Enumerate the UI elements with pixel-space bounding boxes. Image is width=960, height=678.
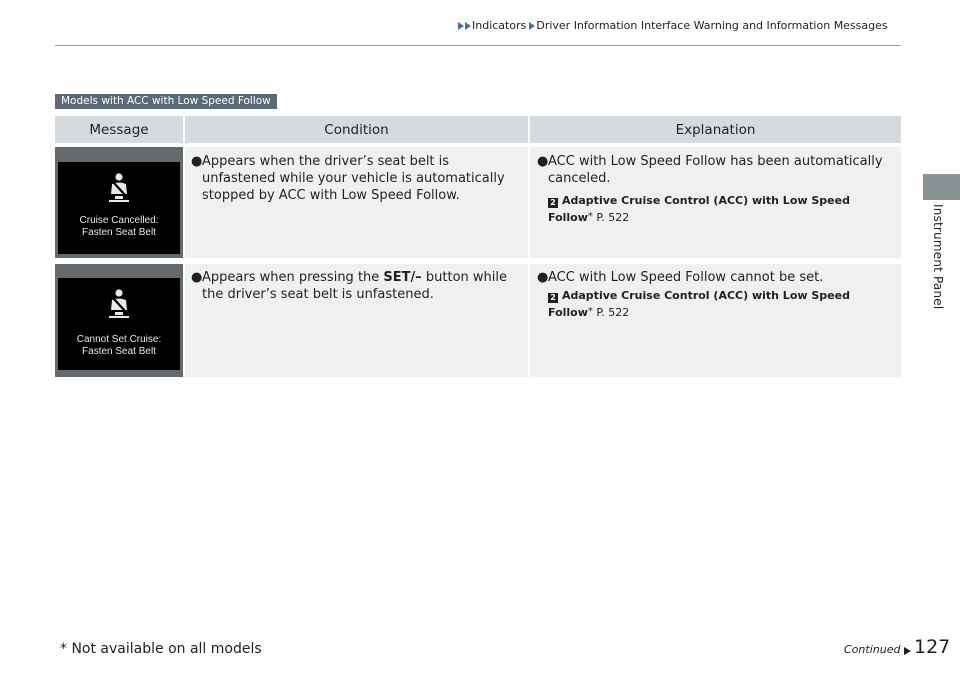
asterisk: * [587, 306, 593, 317]
message-display [58, 162, 180, 254]
condition-key: SET/– [383, 270, 422, 285]
message-display [58, 278, 180, 370]
header-explanation: Explanation [530, 116, 901, 143]
header-rule [55, 45, 901, 46]
display-line-2: Fasten Seat Belt [82, 227, 156, 238]
breadcrumb-arrow-icon [465, 22, 471, 30]
explanation-text: ACC with Low Speed Follow cannot be set. [548, 270, 824, 285]
explanation-bullet: ● ACC with Low Speed Follow has been automatically canceled. [537, 153, 895, 187]
chapter-tab [923, 174, 960, 200]
display-line-1: Cannot Set Cruise: [76, 334, 162, 345]
reference-icon: 2 [548, 293, 558, 303]
reference-title[interactable]: Adaptive Cruise Control (ACC) with Low Speed Follow [548, 194, 850, 224]
table-row [55, 147, 901, 258]
message-cell [55, 147, 183, 258]
table-row [55, 264, 901, 377]
seat-belt-icon [106, 172, 132, 204]
page-number: 127 [914, 636, 951, 658]
chapter-label: Instrument Panel [931, 204, 945, 310]
reference-page: P. 522 [596, 306, 630, 319]
message-table [55, 116, 901, 377]
condition-bullet: ● Appears when the driver’s seat belt is unfastened while your vehicle is automatically stopped by ACC with Low Speed Follow. [191, 154, 505, 203]
breadcrumb-item-warning-messages[interactable]: Driver Information Interface Warning and Information Messages [536, 19, 888, 32]
breadcrumb-item-indicators[interactable]: Indicators [472, 19, 527, 32]
explanation-cell [530, 264, 901, 377]
table-header [55, 116, 901, 143]
cross-reference-link[interactable] [548, 288, 891, 321]
reference-page: P. 522 [596, 211, 630, 224]
breadcrumb-arrow-icon [529, 22, 535, 30]
asterisk: * [587, 211, 593, 222]
cross-reference-link[interactable] [548, 193, 891, 226]
reference-icon: 2 [548, 198, 558, 208]
footnote: * Not available on all models [60, 641, 262, 657]
explanation-bullet: ● ACC with Low Speed Follow cannot be set. [537, 269, 895, 286]
header-condition: Condition [185, 116, 528, 143]
model-tag: Models with ACC with Low Speed Follow [55, 94, 277, 109]
message-display-text [58, 334, 180, 358]
display-line-1: Cruise Cancelled: [79, 215, 159, 226]
condition-cell [185, 147, 528, 258]
continued-arrow-icon [904, 647, 911, 655]
message-cell [55, 264, 183, 377]
continued-label: Continued [844, 643, 901, 656]
display-line-2: Fasten Seat Belt [82, 346, 156, 357]
condition-text: Appears when pressing the [202, 270, 384, 285]
reference-title[interactable]: Adaptive Cruise Control (ACC) with Low Speed Follow [548, 289, 850, 319]
condition-text: Appears when the driver’s seat belt is unfastened while your vehicle is automatically stopped by ACC with Low Speed Follow. [202, 154, 505, 203]
explanation-text: ACC with Low Speed Follow has been automatically canceled. [548, 154, 883, 186]
breadcrumb-arrow-icon [458, 22, 464, 30]
breadcrumb [458, 19, 888, 32]
condition-bullet: ● Appears when pressing the SET/– button while the driver’s seat belt is unfastened. [191, 270, 508, 302]
header-message: Message [55, 116, 183, 143]
condition-text-post: button while the driver’s seat belt is unfastened. [202, 270, 508, 302]
message-display-text [58, 215, 180, 239]
condition-cell [185, 264, 528, 377]
seat-belt-icon [106, 288, 132, 320]
explanation-cell [530, 147, 901, 258]
